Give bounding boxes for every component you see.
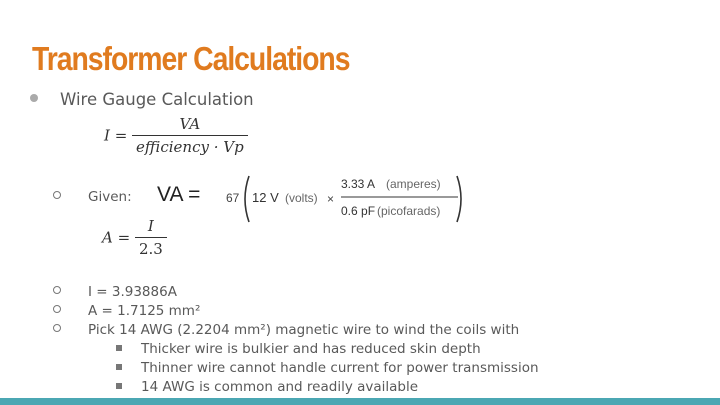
current-formula-numerator: VA [179, 115, 201, 133]
result-text: Pick 14 AWG (2.2204 mm²) magnetic wire to wind the coils with [88, 322, 520, 338]
result-bullet [53, 322, 519, 338]
area-formula-fraction [135, 217, 167, 258]
volts-unit: (volts) [285, 191, 318, 205]
bullet-dot-icon [30, 94, 38, 102]
va-formula-graphic [155, 173, 467, 225]
reason-bullet [116, 341, 481, 357]
main-bullet [30, 90, 254, 109]
square-bullet-icon [116, 383, 122, 389]
given-label: Given: [88, 189, 132, 205]
va-formula-image [155, 173, 467, 225]
current-formula-fraction [132, 115, 248, 156]
ring-bullet-icon [53, 286, 61, 294]
area-formula-lhs: A = [102, 228, 131, 247]
ring-bullet-icon [53, 324, 61, 332]
reason-text: Thinner wire cannot handle current for power transmission [141, 360, 539, 376]
reason-bullet [116, 379, 418, 395]
result-text: A = 1.7125 mm² [88, 303, 201, 319]
square-bullet-icon [116, 345, 122, 351]
current-formula-lhs: I = [104, 126, 128, 145]
amps-unit: (amperes) [386, 177, 441, 191]
area-formula-numerator: I [147, 217, 154, 235]
footer-accent-bar [0, 398, 720, 405]
va-label: VA = [157, 183, 201, 206]
main-bullet-text: Wire Gauge Calculation [60, 90, 254, 109]
result-bullet [53, 284, 177, 300]
va-stray-number: 67 [226, 191, 240, 205]
result-bullet [53, 303, 200, 319]
current-formula-denominator: efficiency · Vp [132, 135, 248, 156]
area-formula-denominator: 2.3 [135, 237, 167, 258]
reason-text: Thicker wire is bulkier and has reduced skin depth [141, 341, 481, 357]
given-bullet [53, 189, 132, 205]
slide-title: Transformer Calculations [32, 40, 350, 77]
reason-text: 14 AWG is common and readily available [141, 379, 419, 395]
reason-bullet [116, 360, 539, 376]
pico-value: 0.6 pF [341, 204, 376, 218]
area-formula [102, 217, 167, 258]
current-formula [104, 115, 248, 156]
ring-bullet-icon [53, 191, 61, 199]
right-paren-icon [457, 176, 461, 222]
result-text: I = 3.93886A [88, 284, 177, 300]
ring-bullet-icon [53, 305, 61, 313]
square-bullet-icon [116, 364, 122, 370]
times-sign: × [327, 192, 335, 206]
amps-value: 3.33 A [341, 177, 376, 191]
left-paren-icon [245, 176, 249, 222]
pico-unit: (picofarads) [377, 204, 441, 218]
volts-value: 12 V [252, 190, 279, 205]
